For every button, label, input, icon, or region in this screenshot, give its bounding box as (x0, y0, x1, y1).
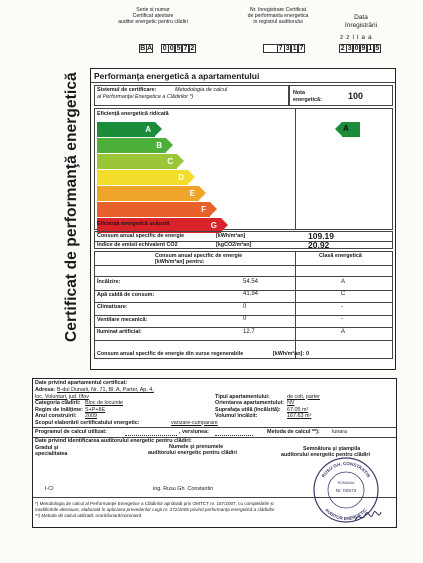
consumption-emissions-box (94, 231, 393, 249)
registration-digits (277, 44, 305, 53)
date-label-line-2: înregistrării (344, 21, 378, 29)
construction-year-value: 2009 (85, 413, 97, 419)
heated-volume-label: Volumul încălzit: (215, 413, 258, 419)
number-digit: 0 (169, 45, 174, 52)
auditor-name: ing. Rusu Gh. Constantin (153, 486, 214, 492)
auditor-signature (353, 509, 383, 525)
address-label: Adresa: (35, 387, 56, 393)
construction-year-label: Anul construirii: (35, 413, 77, 419)
energy-class-bar-a (97, 122, 155, 137)
apartment-class-arrow (335, 122, 342, 136)
energy-class-bar-b (97, 138, 166, 153)
table-header-unit: [kWh/m²an] pentru: (155, 259, 205, 265)
height-regime-value: S+P+8E (85, 406, 106, 413)
efficiency-high-label: Eficienţă energetică ridicată (97, 111, 169, 117)
footnote-3: **) Metoda de calcul utilizată: orară/lunară/sezonieră (35, 513, 142, 518)
energy-class-arrow-tip (199, 186, 206, 200)
energy-class-letter: F (201, 205, 206, 214)
registration-label (238, 7, 318, 25)
registration-label-line-3: in registrul auditorului (253, 19, 303, 25)
program-label: Programul de calcul utilizat: (35, 429, 107, 435)
energy-class-letter: A (145, 125, 151, 134)
apartment-heading: Date privind apartamentul certificat: (35, 380, 128, 386)
program-version-label: , versiunea: (179, 429, 209, 435)
series-letter: A (147, 45, 153, 52)
energy-class-bar-d (97, 170, 188, 185)
breakdown-row-class: - (341, 316, 343, 322)
system-method-2: al Performanţei Energetice a Clădirilor *) (97, 93, 194, 100)
stamp-top-text: RUSU GH. CONSTANTIN (320, 460, 372, 479)
number-digit: 5 (176, 45, 181, 52)
energy-class-arrow-tip (210, 202, 217, 216)
breakdown-row-divider (95, 340, 393, 341)
emissions-value: 20.92 (308, 239, 330, 250)
energy-class-letter: D (178, 173, 184, 182)
consumption-breakdown-table (94, 251, 393, 359)
registration-digit: 7 (299, 45, 304, 52)
signature-label-1: Semnătura şi ştampila (303, 446, 361, 452)
energy-class-arrow-tip (166, 138, 173, 152)
apartment-type-value: de colt, parter (287, 393, 320, 400)
consumption-unit: [kWh/m²an] (216, 233, 246, 239)
breakdown-row-label: Iluminat artificial: (97, 329, 142, 335)
registration-digit: 3 (285, 45, 290, 52)
date-digit: 5 (375, 45, 380, 52)
building-category-value: Bloc de locuinte (85, 400, 124, 406)
apartment-type-label: Tipul apartamentului: (215, 393, 270, 400)
series-label (118, 7, 188, 25)
number-digit: 2 (190, 45, 195, 52)
series-label-line-1: Serie si numar (136, 7, 170, 13)
grade-label-1: Gradul şi (35, 445, 59, 451)
energy-score-box (289, 85, 393, 106)
breakdown-row-value: 41.94 (243, 291, 259, 297)
date-label (338, 14, 384, 29)
footnote-1: *) Metodologia de calcul al Performanţei Energetice a Clădirilor aprobată prin OMTCT nr. 157/2007, cu completările și (35, 501, 274, 506)
breakdown-row-value: 54.54 (243, 278, 259, 285)
energy-class-arrow-tip (177, 154, 184, 168)
registration-digit: 1 (292, 45, 297, 52)
breakdown-row-label: Climatizare: (97, 304, 128, 310)
emissions-label: Indice de emisii echivalent CO2 (97, 241, 178, 248)
registration-box-empty (263, 44, 278, 53)
renewable-unit: [kWh/m²an]: (273, 351, 305, 357)
breakdown-row-class: C (341, 291, 346, 297)
energy-class-letter: B (156, 141, 162, 150)
series-letter: B (140, 45, 146, 52)
date-digit: 9 (361, 45, 366, 52)
registration-date-digits (339, 44, 380, 53)
table-header-class: Clasă energetică (319, 253, 362, 259)
stamp-number: Nr. 00572 (335, 489, 357, 494)
energy-class-letter: C (167, 157, 173, 166)
renewable-label: Consum anual specific de energie din surse regenerabile (97, 351, 244, 357)
auditor-heading: Date privind identificarea auditorului energetic pentru clădiri: (35, 438, 192, 444)
registration-label-line-1: Nr. înregistrare Certificat (249, 7, 307, 13)
orientation-value: NV (287, 400, 295, 406)
registration-digit: 7 (278, 45, 283, 52)
table-header-consumption: Consum anual specific de energie (155, 253, 243, 259)
energy-class-bar-f (97, 202, 210, 217)
energy-class-bar-e (97, 186, 199, 201)
energy-scale-box (94, 108, 393, 230)
energy-class-letter: G (210, 221, 217, 230)
name-label-1: Numele şi prenumele (169, 444, 224, 450)
breakdown-row-value: 0 (243, 303, 247, 310)
breakdown-row-class: A (341, 278, 346, 285)
registration-label-line-2: de performanta energetica (247, 13, 309, 19)
consumption-label: Consum anual specific de energie (97, 233, 185, 239)
stamp-country: ROMANIA (337, 481, 355, 485)
breakdown-row-class: - (341, 303, 343, 310)
panel-title: Performanţa energetică a apartamentului (94, 71, 260, 81)
breakdown-row-label: Încălzire: (97, 279, 121, 285)
date-format: z z l l a a (340, 34, 373, 41)
height-regime-label: Regim de înălţime: (35, 406, 83, 413)
emissions-unit: [kgCO2/m²an] (216, 241, 252, 248)
certificate-number-digits (161, 44, 196, 53)
date-digit: 2 (340, 45, 345, 52)
date-label-line-1: Data (354, 14, 368, 21)
method-value: lunara (332, 429, 347, 435)
energy-score-value: 100 (348, 91, 364, 101)
energy-class-bar-c (97, 154, 177, 169)
system-method: Metodologia de calcul (175, 87, 228, 93)
building-category-label: Categoria clădirii: (35, 400, 81, 406)
energy-class-arrow-tip (188, 170, 195, 184)
series-label-line-3: auditor energetic pentru clădiri (118, 19, 188, 25)
apartment-details-section (32, 378, 397, 528)
apartment-class-letter: A (343, 124, 349, 133)
certificate-title: Certificat de performanţă energetică (63, 72, 80, 342)
energy-score-label-2: energetică: (293, 97, 322, 103)
consumption-value: 109.19 (308, 231, 334, 241)
energy-score-label-1: Nota (293, 90, 305, 96)
breakdown-row-value: 0 (243, 316, 247, 322)
energy-class-arrow-tip (155, 122, 162, 136)
breakdown-row-label: Apă caldă de consum: (97, 291, 155, 298)
auditor-grade: I-CI (45, 486, 54, 492)
energy-class-arrow-tip (221, 218, 228, 232)
efficiency-low-label: Eficienţă energetică scăzută (97, 221, 170, 227)
series-digits (139, 44, 153, 53)
address-value-2: loc. Voluntari, jud. Ilfov (35, 393, 89, 400)
stamp-bottom-text: AUDITOR ENERGETIC (324, 507, 368, 522)
series-label-line-2: Certificat atestare (132, 13, 174, 19)
usable-area-label: Suprafaţa utilă (încălzită): (215, 406, 281, 413)
performance-panel (90, 68, 396, 370)
method-label: Metoda de calcul **): (267, 429, 320, 435)
date-digit: 0 (354, 45, 359, 52)
number-digit: 0 (162, 45, 167, 52)
date-digit: 3 (347, 45, 352, 52)
name-label-2: auditorului energetic pentru clădiri (148, 450, 237, 456)
apartment-class-indicator (335, 122, 361, 137)
purpose-value: vanzare-cumparare (171, 419, 218, 426)
signature-label-2: auditorului energetic pentru clădiri (281, 452, 370, 458)
heated-volume-value: 167.63 m³ (287, 413, 312, 419)
number-digit: 7 (183, 45, 188, 52)
footnote-2: modificările ulterioare, elaborată în aplicarea prevederilor Legii nr. 372/2005 privind performanța energetică a clădirilor (35, 507, 275, 512)
orientation-label: Orientarea apartamentului: (215, 400, 284, 406)
date-digit: 1 (368, 45, 373, 52)
purpose-label: Scopul elaborării certificatului energetic: (35, 419, 140, 426)
renewable-value: 0 (306, 351, 309, 357)
breakdown-row-class: A (341, 328, 346, 335)
grade-label-2: specialitatea (35, 451, 68, 457)
energy-class-letter: E (189, 189, 195, 198)
breakdown-row-value: 12.7 (243, 328, 255, 335)
system-label: Sistemul de certificare: (97, 87, 157, 93)
address-value: B-dul Dunarii, Nr. 71, Bl. A, Parter, Ap. 4, (57, 387, 154, 393)
breakdown-row-label: Ventilare mecanică: (97, 316, 148, 323)
certification-system-box (94, 85, 289, 106)
usable-area-value: 67.05 m² (287, 406, 309, 413)
